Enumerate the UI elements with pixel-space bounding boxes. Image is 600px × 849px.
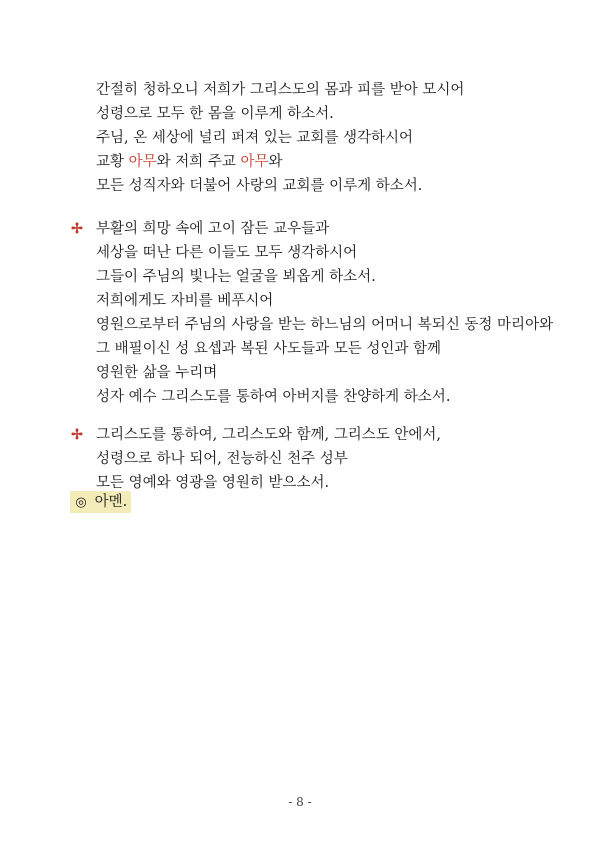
text-line: 그 배필이신 성 요셉과 복된 사도들과 모든 성인과 함께: [96, 341, 442, 357]
text-line: 부활의 희망 속에 고이 잠든 교우들과: [96, 221, 330, 237]
text-line: 저희에게도 자비를 베푸시어: [96, 293, 274, 309]
text-line: 영원한 삶을 누리며: [96, 365, 218, 381]
double-circle-icon: ◎: [75, 495, 87, 510]
text-line: 세상을 떠난 다른 이들도 모두 생각하시어: [96, 245, 358, 261]
text-segment: 와 저희 주교: [156, 154, 241, 170]
text-line: 성령으로 하나 되어, 전능하신 천주 성부: [96, 451, 348, 467]
text-line: 성령으로 모두 한 몸을 이루게 하소서.: [96, 106, 334, 122]
text-line: 영원으로부터 주님의 사랑을 받는 하느님의 어머니 복되신 동정 마리아와: [96, 317, 554, 333]
cross-marker-icon: ✢: [71, 221, 83, 237]
pope-name-placeholder: 아무: [128, 154, 157, 170]
text-line: 모든 영예와 영광을 영원히 받으소서.: [96, 475, 330, 491]
page-number: - 8 -: [288, 795, 312, 809]
text-line: 그리스도를 통하여, 그리스도와 함께, 그리스도 안에서,: [96, 427, 442, 443]
text-line: 간절히 청하오니 저희가 그리스도의 몸과 피를 받아 모시어: [96, 82, 465, 98]
amen-response: [70, 491, 131, 513]
text-line: 주님, 온 세상에 널리 퍼져 있는 교회를 생각하시어: [96, 130, 414, 146]
amen-text: 아멘.: [94, 494, 128, 510]
text-line-pope-bishop: [96, 152, 283, 172]
bishop-name-placeholder: 아무: [240, 154, 269, 170]
text-segment: 와: [268, 154, 283, 170]
text-segment: 교황: [96, 154, 129, 170]
text-line: 그들이 주님의 빛나는 얼굴을 뵈옵게 하소서.: [96, 269, 376, 285]
cross-marker-icon: ✢: [71, 427, 83, 443]
text-line: 성자 예수 그리스도를 통하여 아버지를 찬양하게 하소서.: [96, 389, 451, 405]
text-line: 모든 성직자와 더불어 사랑의 교회를 이루게 하소서.: [96, 178, 423, 194]
